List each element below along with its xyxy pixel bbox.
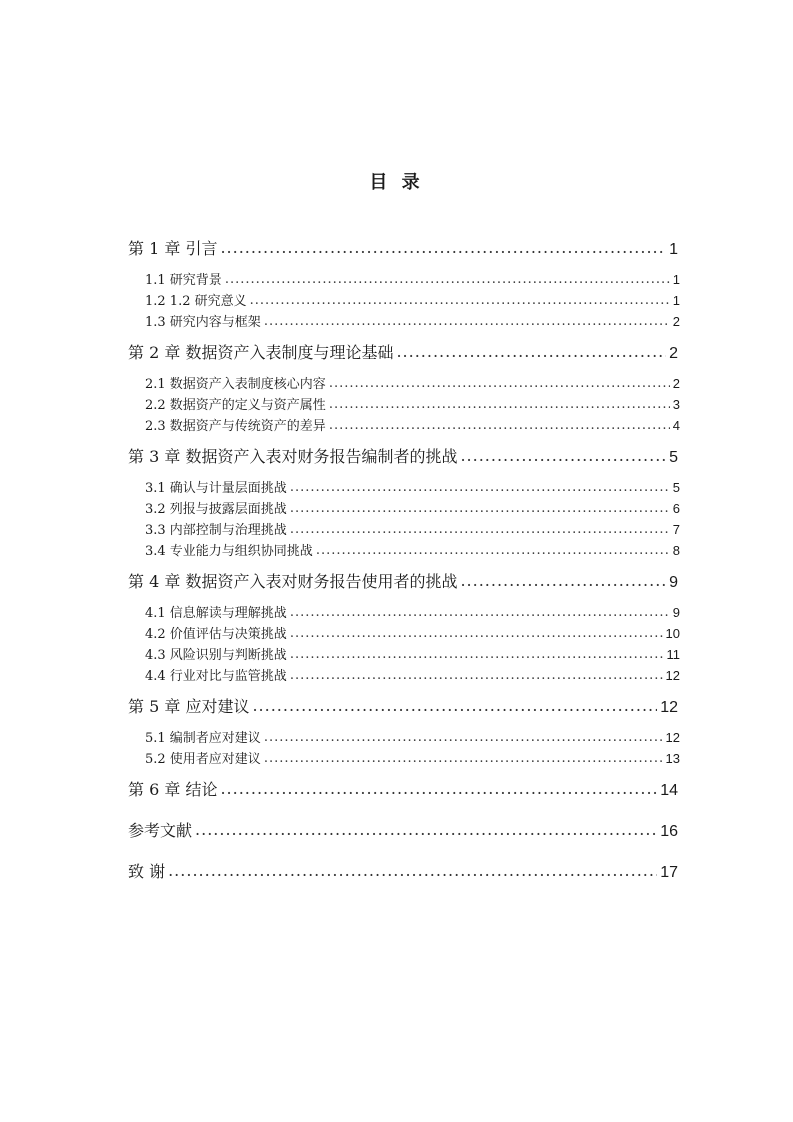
toc-entry-label: 4.2 价值评估与决策挑战 — [145, 627, 287, 642]
toc-entry-section-4-3[interactable] — [145, 644, 680, 663]
toc-entry-label: 5.2 使用者应对建议 — [145, 752, 261, 767]
toc-entry-label: 第 5 章 应对建议 — [128, 697, 250, 716]
toc-entry-acknowledgements[interactable] — [128, 859, 678, 882]
leader-dots — [290, 480, 670, 495]
toc-entry-page: 10 — [665, 626, 680, 641]
toc-entry-chapter-6[interactable] — [128, 777, 678, 800]
toc-entry-label: 4.3 风险识别与判断挑战 — [145, 648, 287, 663]
toc-entry-page: 9 — [672, 605, 680, 620]
toc-entry-page: 11 — [666, 647, 680, 662]
toc-entry-label: 2.1 数据资产入表制度核心内容 — [145, 377, 326, 392]
toc-entry-label: 3.3 内部控制与治理挑战 — [145, 523, 287, 538]
toc-entry-label: 1.1 研究背景 — [145, 273, 222, 288]
toc-entry-page: 17 — [660, 864, 678, 881]
toc-entry-section-4-4[interactable] — [145, 665, 680, 684]
toc-entry-chapter-4[interactable] — [128, 569, 678, 592]
toc-entry-label: 4.1 信息解读与理解挑战 — [145, 606, 287, 621]
toc-entry-page: 16 — [660, 823, 678, 840]
leader-dots — [329, 376, 670, 391]
toc-entry-label: 第 4 章 数据资产入表对财务报告使用者的挑战 — [128, 572, 458, 591]
toc-entry-section-4-2[interactable] — [145, 623, 680, 642]
toc-entry-page: 14 — [660, 782, 678, 799]
toc-entry-label: 第 3 章 数据资产入表对财务报告编制者的挑战 — [128, 447, 458, 466]
leader-dots — [290, 501, 670, 516]
toc-entry-label: 5.1 编制者应对建议 — [145, 731, 261, 746]
toc-entry-label: 第 6 章 结论 — [128, 780, 218, 799]
toc-entry-label: 1.2 1.2 研究意义 — [145, 294, 247, 309]
toc-entry-section-5-2[interactable] — [145, 748, 680, 767]
toc-entry-page: 5 — [672, 480, 680, 495]
toc-entry-page: 13 — [665, 751, 680, 766]
toc-entry-page: 12 — [665, 730, 680, 745]
toc-entry-chapter-1[interactable] — [128, 236, 678, 259]
toc-entry-page: 12 — [660, 699, 678, 716]
leader-dots — [290, 605, 670, 620]
toc-entry-section-2-1[interactable] — [145, 373, 680, 392]
toc-entry-label: 3.1 确认与计量层面挑战 — [145, 481, 287, 496]
toc-entry-page: 1 — [669, 241, 678, 258]
leader-dots — [329, 397, 670, 412]
toc-entry-section-1-3[interactable] — [145, 311, 680, 330]
leader-dots — [220, 779, 657, 798]
toc-entry-page: 9 — [669, 574, 678, 591]
leader-dots — [316, 543, 670, 558]
leader-dots — [264, 730, 663, 745]
toc-entry-page: 5 — [669, 449, 678, 466]
toc-entry-label: 参考文献 — [128, 821, 193, 840]
leader-dots — [290, 626, 663, 641]
toc-entry-label: 2.3 数据资产与传统资产的差异 — [145, 419, 326, 434]
leader-dots — [460, 446, 666, 465]
toc-entry-page: 4 — [672, 418, 680, 433]
toc-entry-page: 7 — [672, 522, 680, 537]
leader-dots — [225, 272, 670, 287]
leader-dots — [290, 668, 663, 683]
toc-entry-label: 1.3 研究内容与框架 — [145, 315, 261, 330]
toc-entry-label: 3.2 列报与披露层面挑战 — [145, 502, 287, 517]
leader-dots — [195, 820, 657, 839]
leader-dots — [329, 418, 670, 433]
leader-dots — [264, 751, 663, 766]
toc-entry-label: 2.2 数据资产的定义与资产属性 — [145, 398, 326, 413]
toc-entry-section-3-1[interactable] — [145, 477, 680, 496]
toc-entry-page: 1 — [672, 272, 680, 287]
toc-entry-page: 1 — [672, 293, 680, 308]
toc-entry-section-5-1[interactable] — [145, 727, 680, 746]
leader-dots — [264, 314, 670, 329]
leader-dots — [168, 861, 657, 880]
toc-entry-section-2-3[interactable] — [145, 415, 680, 434]
toc-entry-label: 致 谢 — [128, 862, 166, 881]
toc-title: 目 录 — [369, 172, 424, 193]
toc-entry-page: 6 — [672, 501, 680, 516]
leader-dots — [396, 342, 666, 361]
toc-entry-label: 第 2 章 数据资产入表制度与理论基础 — [128, 343, 394, 362]
toc-entry-section-3-3[interactable] — [145, 519, 680, 538]
toc-entry-section-1-2[interactable] — [145, 290, 680, 309]
toc-entry-chapter-3[interactable] — [128, 444, 678, 467]
leader-dots — [290, 522, 670, 537]
toc-entry-label: 4.4 行业对比与监管挑战 — [145, 669, 287, 684]
toc-entry-label: 第 1 章 引言 — [128, 239, 218, 258]
toc-entry-page: 2 — [672, 376, 680, 391]
toc-entry-page: 2 — [672, 314, 680, 329]
leader-dots — [252, 696, 657, 715]
toc-entry-page: 3 — [672, 397, 680, 412]
leader-dots — [220, 238, 666, 257]
toc-entry-section-3-4[interactable] — [145, 540, 680, 559]
toc-entry-references[interactable] — [128, 818, 678, 841]
toc-entry-section-3-2[interactable] — [145, 498, 680, 517]
toc-entry-chapter-2[interactable] — [128, 340, 678, 363]
toc-entry-chapter-5[interactable] — [128, 694, 678, 717]
toc-entry-page: 2 — [669, 345, 678, 362]
toc-entry-page: 12 — [665, 668, 680, 683]
toc-entry-page: 8 — [672, 543, 680, 558]
leader-dots — [460, 571, 666, 590]
toc-entry-label: 3.4 专业能力与组织协同挑战 — [145, 544, 313, 559]
leader-dots — [290, 647, 664, 662]
toc-entry-section-1-1[interactable] — [145, 269, 680, 288]
leader-dots — [250, 293, 670, 308]
toc-entry-section-4-1[interactable] — [145, 602, 680, 621]
toc-entry-section-2-2[interactable] — [145, 394, 680, 413]
